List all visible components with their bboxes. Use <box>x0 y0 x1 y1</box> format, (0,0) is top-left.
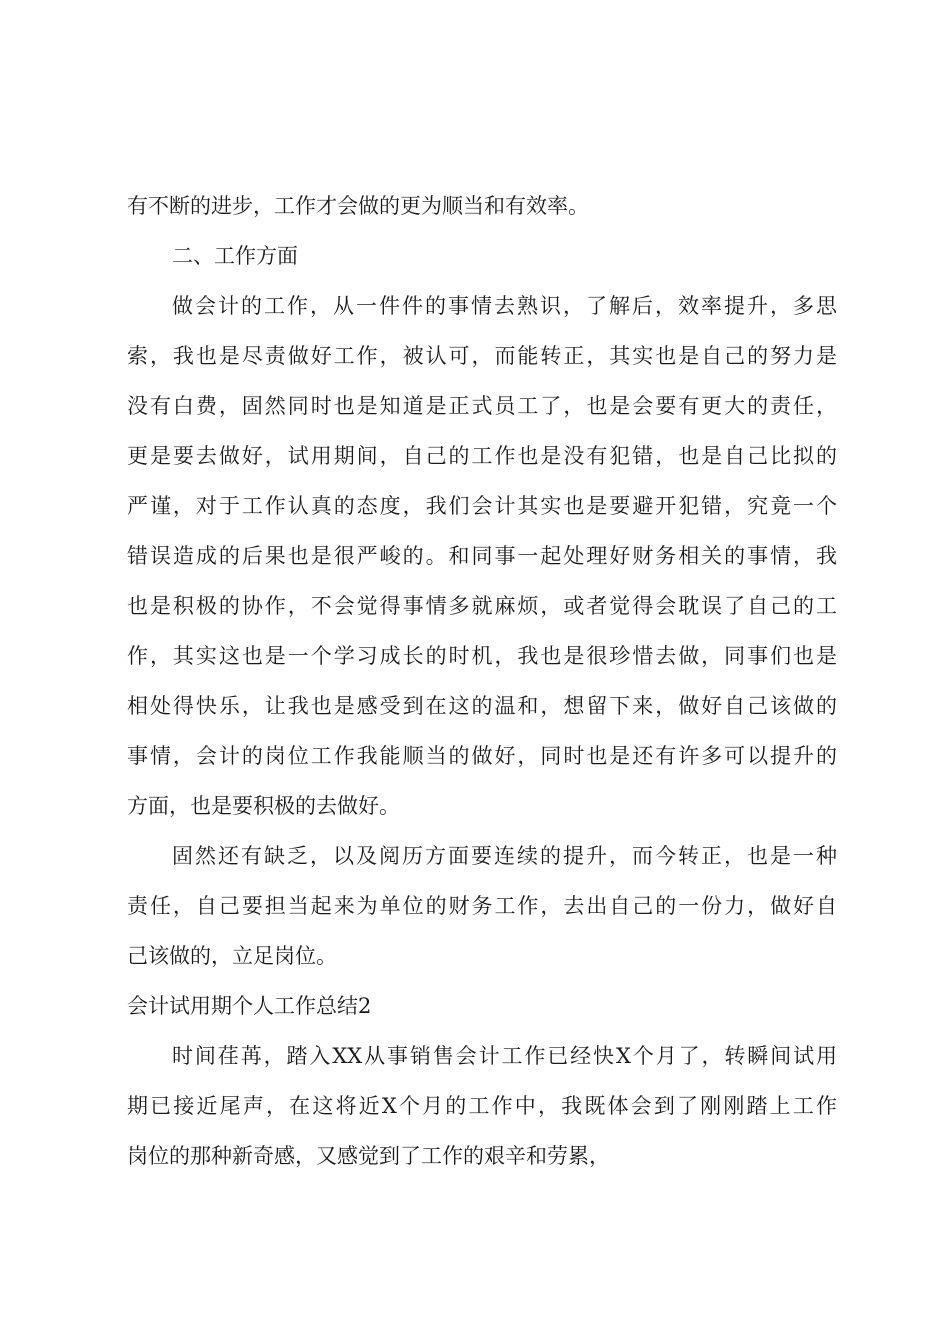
text-line: 相处得快乐，让我也是感受到在这的温和，想留下来，做好自己该做的 <box>127 694 837 718</box>
text-line: 有不断的进步，工作才会做的更为顺当和有效率。 <box>127 194 589 218</box>
text-line: 时间荏苒，踏入XX从事销售会计工作已经快X个月了，转瞬间试用 <box>172 1044 837 1068</box>
text-line: 严谨，对于工作认真的态度，我们会计其实也是要避开犯错，究竟一个 <box>127 494 837 518</box>
text-line: 责任，自己要担当起来为单位的财务工作，去出自己的一份力，做好自 <box>127 894 837 918</box>
text-line: 索，我也是尽责做好工作，被认可，而能转正，其实也是自己的努力是 <box>127 344 837 368</box>
text-line: 方面，也是要积极的去做好。 <box>127 794 400 818</box>
text-line: 也是积极的协作，不会觉得事情多就麻烦，或者觉得会耽误了自己的工 <box>127 594 837 618</box>
section-heading: 二、工作方面 <box>172 244 298 268</box>
text-line: 期已接近尾声，在这将近X个月的工作中，我既体会到了刚刚踏上工作 <box>127 1094 837 1118</box>
text-line: 作，其实这也是一个学习成长的时机，我也是很珍惜去做，同事们也是 <box>127 644 837 668</box>
section-title: 会计试用期个人工作总结2 <box>127 994 372 1018</box>
text-line: 己该做的，立足岗位。 <box>127 944 337 968</box>
text-line: 没有白费，固然同时也是知道是正式员工了，也是会要有更大的责任， <box>127 394 837 418</box>
text-line: 事情，会计的岗位工作我能顺当的做好，同时也是还有许多可以提升的 <box>127 744 837 768</box>
text-line: 更是要去做好，试用期间，自己的工作也是没有犯错，也是自己比拟的 <box>127 444 837 468</box>
text-line: 固然还有缺乏，以及阅历方面要连续的提升，而今转正，也是一种 <box>172 844 837 868</box>
text-line: 错误造成的后果也是很严峻的。和同事一起处理好财务相关的事情，我 <box>127 544 837 568</box>
text-line: 做会计的工作，从一件件的事情去熟识，了解后，效率提升，多思 <box>172 294 837 318</box>
text-line: 岗位的那种新奇感，又感觉到了工作的艰辛和劳累， <box>127 1144 610 1168</box>
